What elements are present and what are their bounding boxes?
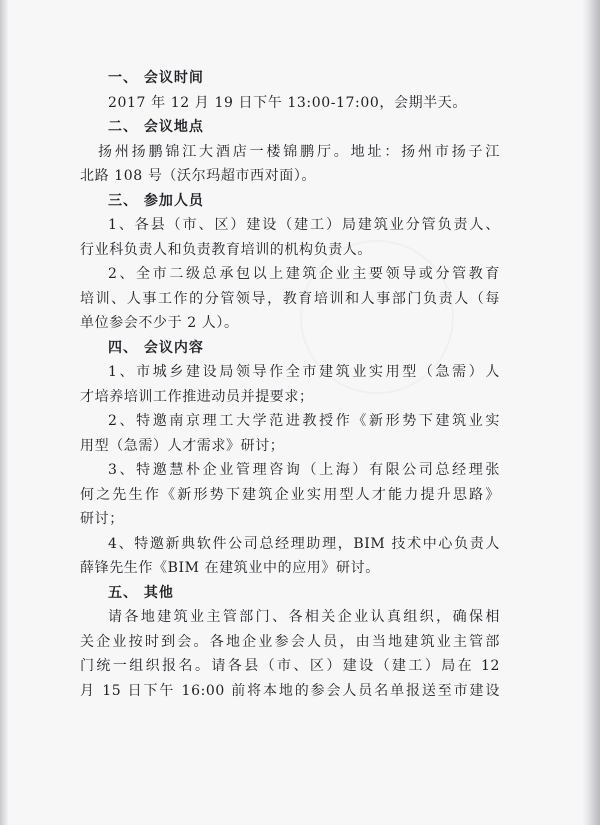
paragraph-line: 单位参会不少于 2 人）。	[80, 315, 239, 331]
paragraph-line: 用型（急需）人才需求》研讨；	[80, 437, 285, 454]
paragraph-line: 扬州扬鹏锦江大酒店一楼锦鹏厅。地址：扬州市扬子江	[98, 143, 500, 160]
paragraph-line: 关企业按时到会。各地企业参会人员，由当地建筑业主管部	[80, 633, 500, 650]
section-heading-attendees: 三、 参加人员	[108, 192, 204, 209]
paragraph-line: 才培养培训工作推进动员并提要求；	[80, 388, 314, 405]
paragraph-line: 行业科负责人和负责教育培训的机构负责人。	[80, 241, 372, 258]
paragraph-line: 北路 108 号（沃尔玛超市西对面）。	[80, 168, 317, 184]
paragraph-line: 研讨；	[80, 511, 124, 527]
paragraph-line: 培训、人事工作的分管领导，教育培训和人事部门负责人（每	[80, 290, 500, 307]
paragraph-line: 2、全市二级总承包以上建筑企业主要领导或分管教育	[108, 266, 500, 282]
section-heading-content: 四、 会议内容	[108, 339, 204, 356]
paragraph-line: 2、特邀南京理工大学范进教授作《新形势下建筑业实	[108, 413, 500, 429]
section-heading-time: 一、 会议时间	[108, 70, 204, 86]
paragraph-line: 1、市城乡建设局领导作全市建筑业实用型（急需）人	[108, 364, 500, 380]
paragraph-line: 1、各县（市、区）建设（建工）局建筑业分管负责人、	[108, 217, 500, 233]
section-heading-other: 五、 其他	[108, 584, 174, 601]
paragraph-line: 2017 年 12 月 19 日下午 13:00-17:00，会期半天。	[108, 94, 467, 111]
paragraph-line: 请各地建筑业主管部门、各相关企业认真组织，确保相	[108, 609, 500, 625]
scan-edge-right	[582, 0, 600, 825]
scan-edge-left	[0, 0, 8, 825]
paragraph-line: 门统一组织报名。请各县（市、区）建设（建工）局在 12	[80, 658, 500, 674]
paragraph-line: 月 15 日下午 16:00 前将本地的参会人员名单报送至市建设	[80, 682, 500, 699]
paragraph-line: 薛锋先生作《BIM 在建筑业中的应用》研讨。	[80, 560, 380, 576]
paragraph-line: 何之先生作《新形势下建筑企业实用型人才能力提升思路》	[80, 486, 500, 503]
section-heading-location: 二、 会议地点	[108, 119, 204, 135]
document-body	[80, 66, 500, 703]
paragraph-line: 3、特邀慧朴企业管理咨询（上海）有限公司总经理张	[108, 462, 500, 478]
paragraph-line: 4、特邀新典软件公司总经理助理，BIM 技术中心负责人	[108, 535, 500, 552]
